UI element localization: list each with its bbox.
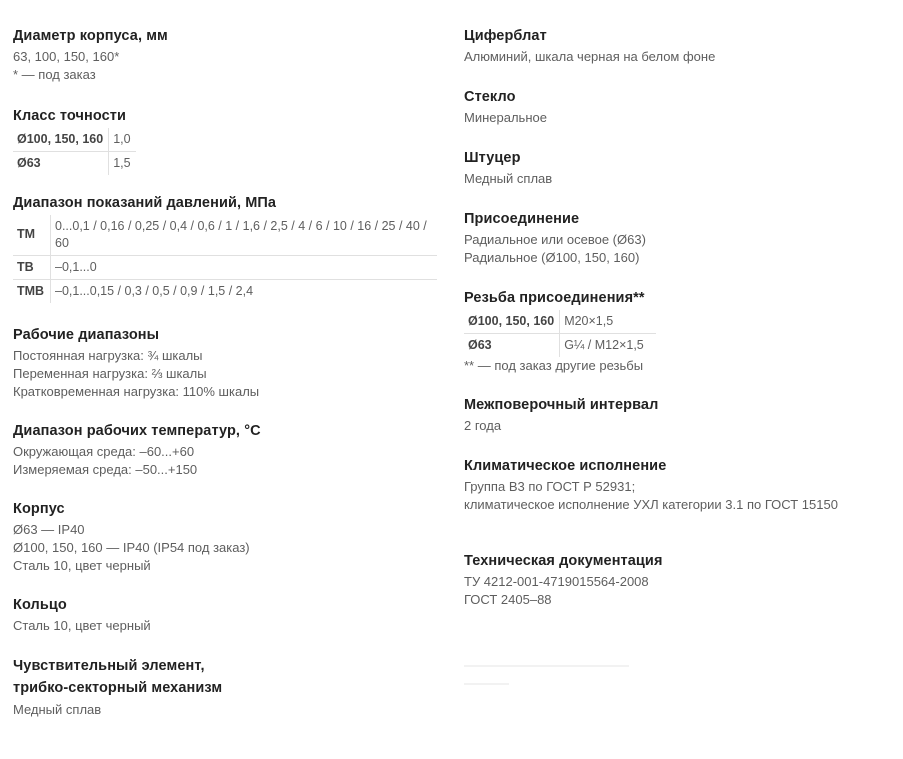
table-row: [13, 128, 136, 152]
spec-line: Алюминий, шкала черная на белом фоне: [464, 49, 716, 64]
spec-line: Сталь 10, цвет черный: [13, 618, 151, 633]
spec-line: Радиальное или осевое (Ø63): [464, 232, 646, 247]
section-title: Циферблат: [464, 28, 547, 44]
table-row: [464, 310, 656, 334]
pressure-range-table: [13, 215, 437, 303]
section-fitting: [464, 148, 894, 188]
table-key: Ø100, 150, 160: [464, 310, 560, 334]
spec-line: 63, 100, 150, 160*: [13, 49, 120, 64]
spec-line: Ø100, 150, 160 — IP40 (IP54 под заказ): [13, 540, 250, 555]
spec-note: * — под заказ: [13, 67, 96, 82]
spec-line: климатическое исполнение УХЛ категории 3.1 по ГОСТ 15150: [464, 497, 838, 512]
section-title: Рабочие диапазоны: [13, 327, 160, 343]
spec-line: Кратковременная нагрузка: 110% шкалы: [13, 384, 260, 399]
spec-line: Сталь 10, цвет черный: [13, 558, 151, 573]
table-key: Ø100, 150, 160: [13, 128, 109, 152]
section-working-ranges: [13, 325, 443, 401]
table-row: [13, 152, 136, 176]
table-value: G¼ / M12×1,5: [560, 334, 656, 358]
section-title: Климатическое исполнение: [464, 458, 667, 474]
section-connection: [464, 209, 894, 267]
section-title: Межповерочный интервал: [464, 397, 659, 413]
table-key: ТМ: [13, 215, 51, 256]
section-title: Резьба присоединения**: [464, 290, 645, 306]
table-value: 1,5: [109, 152, 136, 176]
spec-line: ГОСТ 2405–88: [464, 592, 552, 607]
table-value: –0,1...0,15 / 0,3 / 0,5 / 0,9 / 1,5 / 2,4: [51, 280, 438, 304]
spec-line: Постоянная нагрузка: ¾ шкалы: [13, 348, 203, 363]
table-key: Ø63: [13, 152, 109, 176]
left-spec-column: [13, 26, 443, 719]
spec-note: ** — под заказ другие резьбы: [464, 358, 644, 373]
section-title: трибко-секторный механизм: [13, 680, 223, 696]
accuracy-table: [13, 128, 136, 175]
table-key: ТМВ: [13, 280, 51, 304]
spec-line: Радиальное (Ø100, 150, 160): [464, 250, 640, 265]
spec-line: ТУ 4212-001-4719015564-2008: [464, 574, 649, 589]
spec-line: Измеряемая среда: –50...+150: [13, 462, 198, 477]
section-technical-docs: [464, 551, 894, 609]
section-glass: [464, 87, 894, 127]
section-title: Диаметр корпуса, мм: [13, 28, 168, 44]
section-title: Диапазон рабочих температур, °C: [13, 423, 261, 439]
section-title: Стекло: [464, 89, 516, 105]
faded-divider: [464, 683, 509, 685]
section-title: Чувствительный элемент,: [13, 658, 205, 674]
table-value: M20×1,5: [564, 314, 614, 328]
right-spec-column: [464, 26, 894, 609]
section-title: Класс точности: [13, 108, 127, 124]
spec-line: Минеральное: [464, 110, 547, 125]
spec-line: Медный сплав: [13, 702, 102, 717]
section-temperature-range: [13, 421, 443, 479]
section-dial: [464, 26, 894, 66]
table-value: 1,0: [113, 132, 131, 146]
section-pressure-range: [13, 193, 443, 303]
table-row: [13, 215, 437, 256]
spec-line: Ø63 — IP40: [13, 522, 85, 537]
faded-divider: [464, 665, 629, 667]
section-title: Присоединение: [464, 211, 580, 227]
section-title: Диапазон показаний давлений, МПа: [13, 195, 277, 211]
section-title: Штуцер: [464, 150, 521, 166]
table-row: [464, 334, 656, 358]
section-title: Техническая документация: [464, 553, 663, 569]
section-climate: [464, 456, 894, 514]
section-title: Кольцо: [13, 597, 67, 613]
section-diameter: [13, 26, 443, 84]
table-key: ТВ: [13, 256, 51, 280]
spec-line: Группа В3 по ГОСТ Р 52931;: [464, 479, 636, 494]
table-value: 0...0,1 / 0,16 / 0,25 / 0,4 / 0,6 / 1 / 1,6 / 2,5 / 4 / 6 / 10 / 16 / 25 / 40 / 60: [55, 219, 427, 250]
table-row: [13, 280, 437, 304]
spec-line: Медный сплав: [464, 171, 553, 186]
table-key: Ø63: [464, 334, 560, 358]
section-housing: [13, 499, 443, 575]
table-value: –0,1...0: [51, 256, 438, 280]
spec-line: Окружающая среда: –60...+60: [13, 444, 195, 459]
table-row: [13, 256, 437, 280]
section-calibration-interval: [464, 395, 894, 435]
section-sensing-element: [13, 655, 443, 719]
section-thread: [464, 288, 894, 375]
spec-line: Переменная нагрузка: ⅔ шкалы: [13, 366, 207, 381]
spec-line: 2 года: [464, 418, 502, 433]
section-title: Корпус: [13, 501, 65, 517]
section-ring: [13, 595, 443, 635]
thread-table: [464, 310, 656, 357]
section-accuracy-class: [13, 106, 443, 175]
